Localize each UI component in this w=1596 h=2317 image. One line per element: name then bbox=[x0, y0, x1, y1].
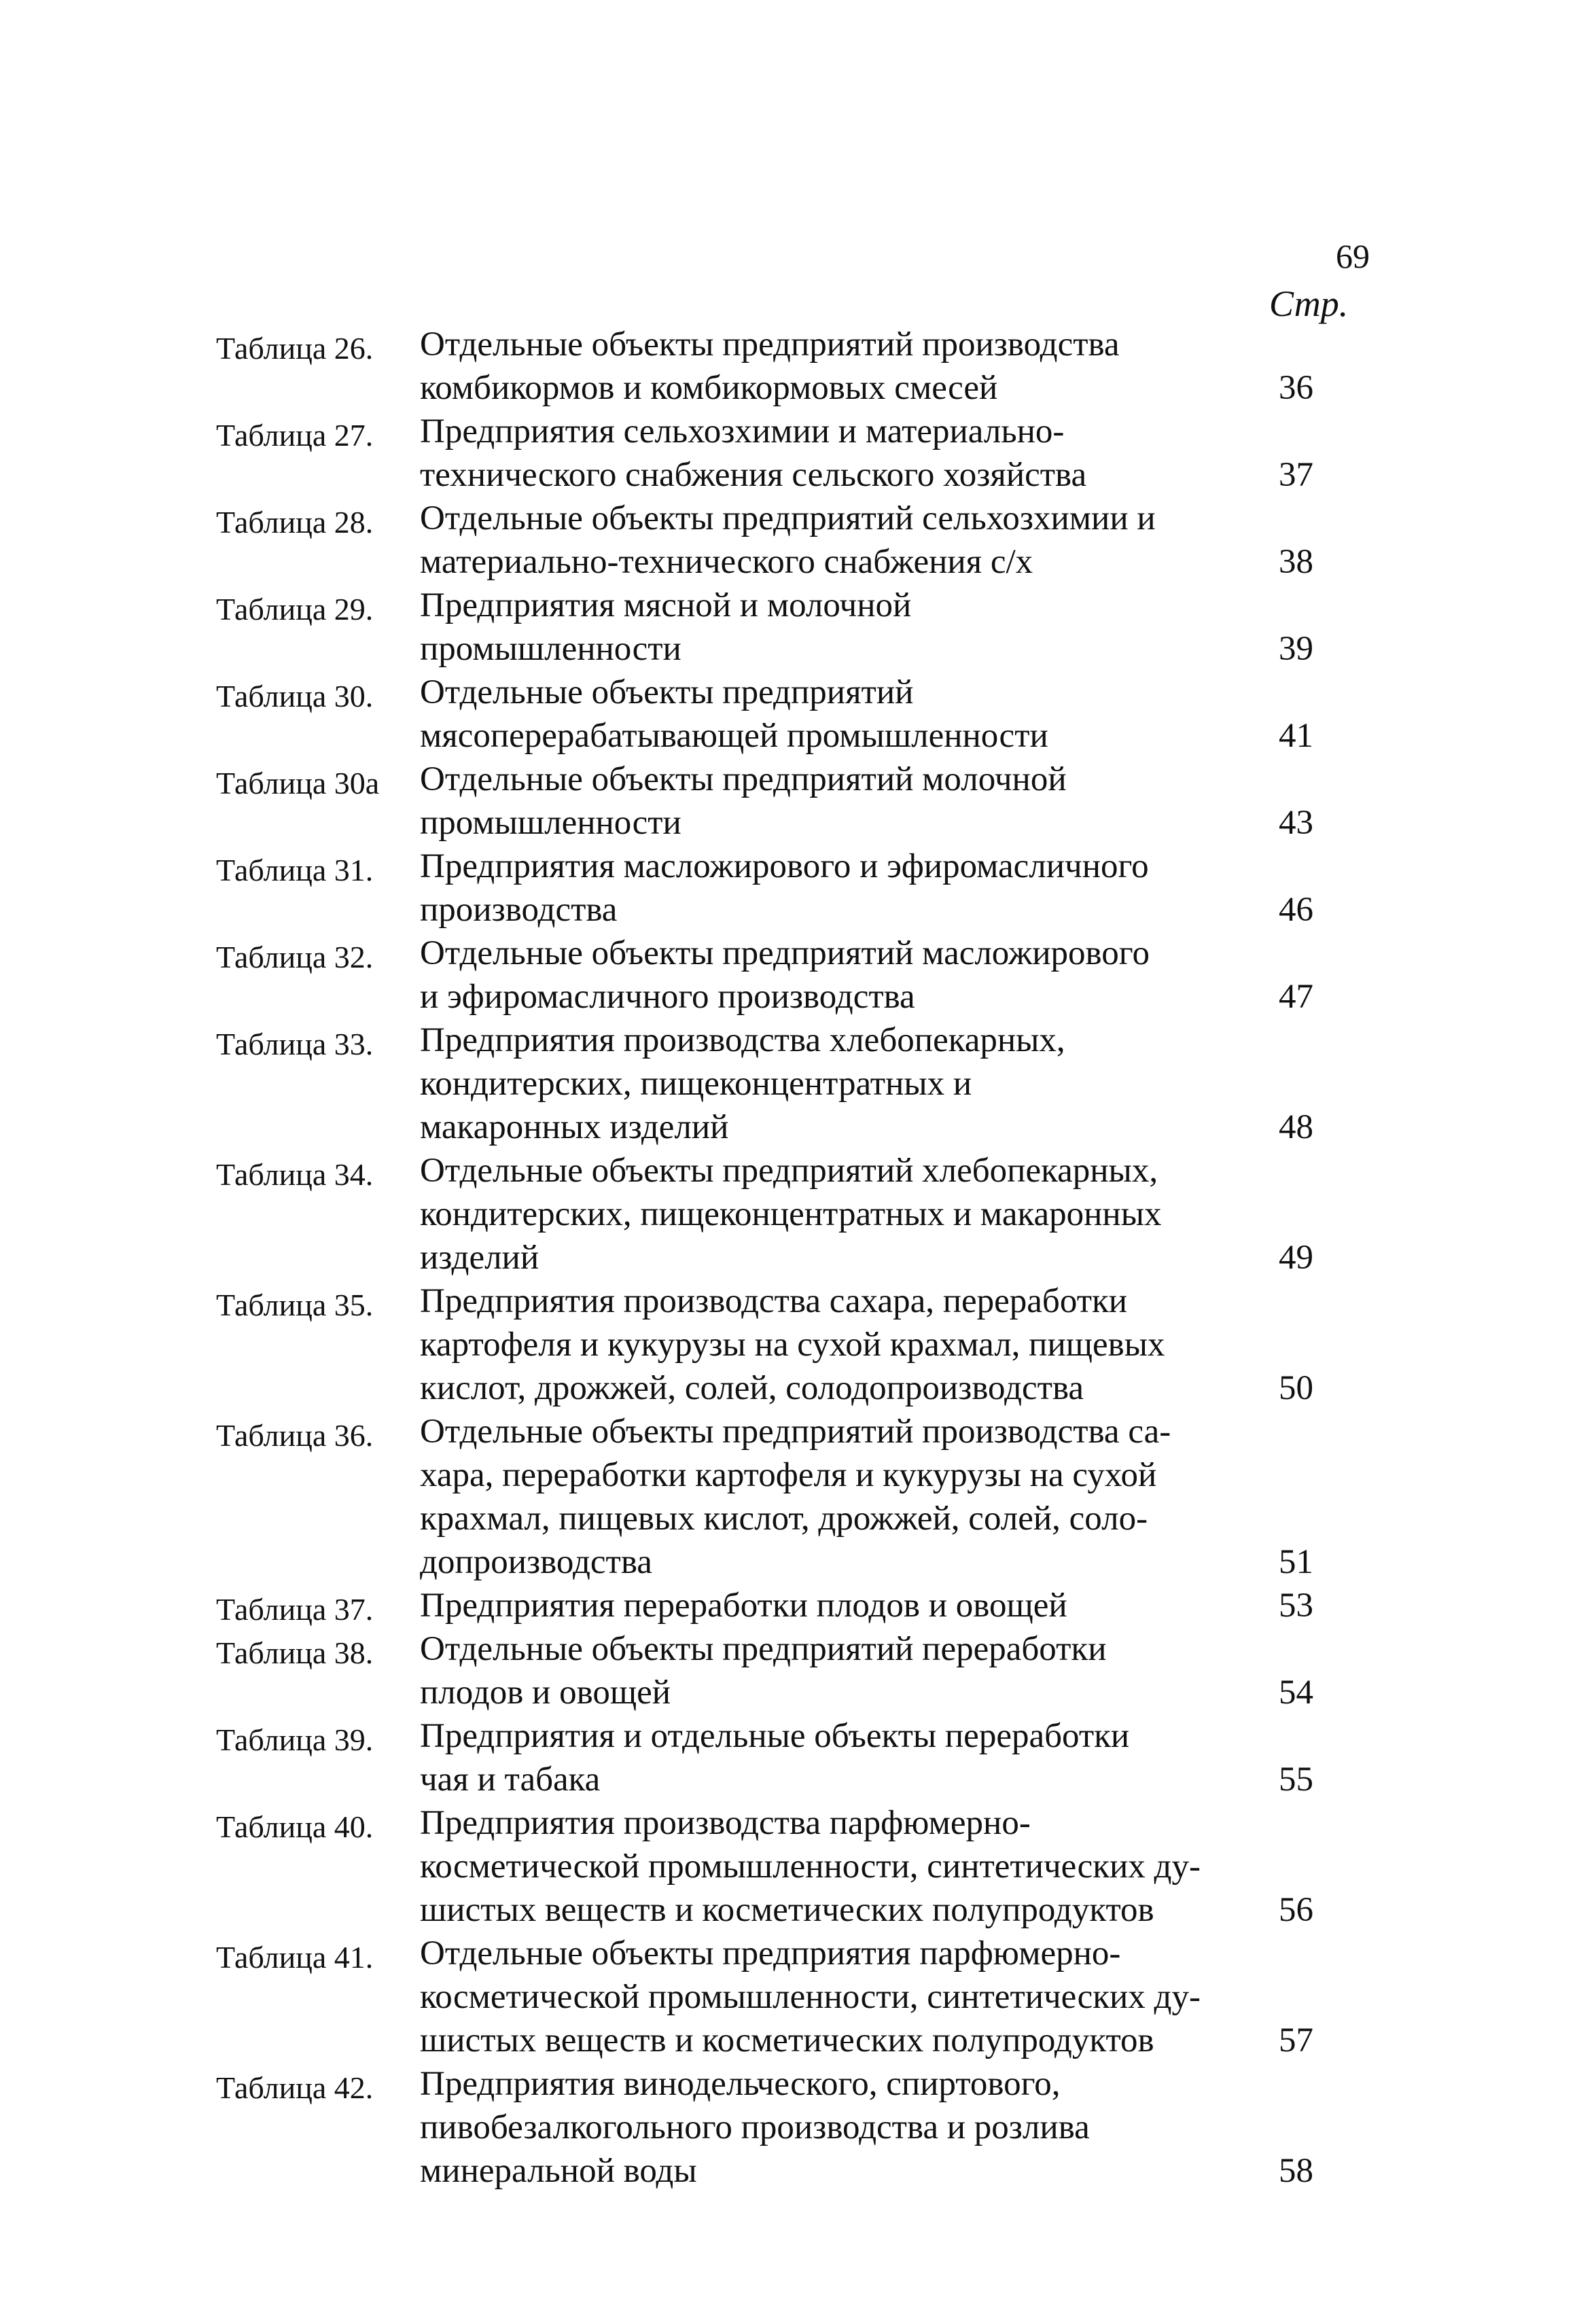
toc-entry-title-line: Предприятия мясной и молочной bbox=[420, 586, 912, 624]
toc-entry bbox=[0, 1019, 1596, 1149]
toc-entry-title-line: Предприятия и отдельные объекты переработки bbox=[420, 1717, 1130, 1755]
toc-entry-label: Таблица 42. bbox=[216, 2070, 374, 2105]
toc-entry-title-line: Отдельные объекты предприятий сельхозхимии и bbox=[420, 499, 1156, 537]
toc-entry-page: 58 bbox=[1279, 2152, 1313, 2190]
toc-entry-label: Таблица 36. bbox=[216, 1418, 374, 1453]
toc-entry-title bbox=[420, 758, 1235, 845]
toc-entry-title bbox=[420, 1801, 1235, 1932]
toc-entry-title bbox=[420, 497, 1235, 584]
toc-entry-page: 56 bbox=[1279, 1891, 1313, 1929]
toc-entry-title-line: и эфиромасличного производства bbox=[420, 978, 915, 1016]
toc-entry-title-line: допроизводства bbox=[420, 1543, 652, 1581]
toc-entry-title-line: шистых веществ и косметических полупродуктов bbox=[420, 1891, 1154, 1929]
toc-entry-title-line: технического снабжения сельского хозяйства bbox=[420, 456, 1087, 494]
toc-entry-title bbox=[420, 1149, 1235, 1279]
toc-entry bbox=[0, 1627, 1596, 1714]
toc-entry bbox=[0, 410, 1596, 497]
toc-entry-title-line: промышленности bbox=[420, 804, 681, 842]
toc-entry-title-line: Предприятия сельхозхимии и материально- bbox=[420, 412, 1065, 450]
toc-entry bbox=[0, 584, 1596, 671]
page-column-label: Стр. bbox=[1269, 283, 1349, 324]
toc-entry-label: Таблица 30. bbox=[216, 679, 374, 713]
toc-entry-title-line: промышленности bbox=[420, 630, 681, 668]
toc-entry-label: Таблица 29. bbox=[216, 592, 374, 626]
toc-entry-title-line: Предприятия винодельческого, спиртового, bbox=[420, 2065, 1061, 2103]
toc-entry-title bbox=[420, 1019, 1235, 1149]
toc-entry-title bbox=[420, 584, 1235, 671]
toc-entry-title bbox=[420, 323, 1235, 410]
toc-entry-title bbox=[420, 1932, 1235, 2062]
toc-entry-label: Таблица 40. bbox=[216, 1809, 374, 1844]
toc-entry-title-line: Предприятия производства хлебопекарных, bbox=[420, 1021, 1065, 1059]
toc-entry bbox=[0, 758, 1596, 845]
toc-entry-title-line: пивобезалкогольного производства и розлива bbox=[420, 2108, 1090, 2146]
toc-entry bbox=[0, 1149, 1596, 1279]
toc-entry-page: 36 bbox=[1279, 369, 1313, 407]
toc-entry-title-line: Отдельные объекты предприятий производства bbox=[420, 325, 1120, 364]
toc-entry-page: 53 bbox=[1279, 1587, 1313, 1625]
toc-entry-title bbox=[420, 932, 1235, 1019]
toc-entry-title bbox=[420, 1279, 1235, 1410]
toc-entry-page: 37 bbox=[1279, 456, 1313, 494]
toc-entry-title bbox=[420, 2062, 1235, 2193]
toc-entry-title-line: шистых веществ и косметических полупродуктов bbox=[420, 2021, 1154, 2059]
toc-entry-page: 48 bbox=[1279, 1108, 1313, 1146]
toc-entry-title-line: Отдельные объекты предприятий bbox=[420, 673, 914, 711]
toc-entry-label: Таблица 41. bbox=[216, 1940, 374, 1975]
toc-entry-label: Таблица 33. bbox=[216, 1027, 374, 1061]
toc-entry-label: Таблица 31. bbox=[216, 853, 374, 887]
toc-entry-title bbox=[420, 1627, 1235, 1714]
toc-entry bbox=[0, 1801, 1596, 1932]
toc-entry-page: 55 bbox=[1279, 1761, 1313, 1799]
toc-entry-page: 43 bbox=[1279, 804, 1313, 842]
toc-entry bbox=[0, 323, 1596, 410]
toc-entry-page: 47 bbox=[1279, 978, 1313, 1016]
toc-entry-title bbox=[420, 845, 1235, 932]
toc-entry-title-line: Предприятия масложирового и эфиромасличного bbox=[420, 847, 1149, 885]
toc-entry-label: Таблица 35. bbox=[216, 1288, 374, 1322]
toc-entry-title-line: кондитерских, пищеконцентратных и bbox=[420, 1065, 972, 1103]
toc-entry-title-line: крахмал, пищевых кислот, дрожжей, солей, солo- bbox=[420, 1500, 1148, 1538]
toc-entry-title-line: комбикормов и комбикормовых смесей bbox=[420, 369, 998, 407]
toc-entry bbox=[0, 932, 1596, 1019]
table-of-contents bbox=[0, 323, 1596, 2193]
toc-entry bbox=[0, 1279, 1596, 1410]
toc-entry-title bbox=[420, 671, 1235, 758]
toc-entry-label: Таблица 27. bbox=[216, 418, 374, 453]
toc-entry-title-line: производства bbox=[420, 891, 618, 929]
toc-entry-page: 46 bbox=[1279, 891, 1313, 929]
toc-entry bbox=[0, 845, 1596, 932]
toc-entry-title bbox=[420, 1410, 1235, 1584]
toc-entry-label: Таблица 37. bbox=[216, 1592, 374, 1627]
page-number: 69 bbox=[1336, 237, 1370, 275]
toc-entry bbox=[0, 1584, 1596, 1627]
toc-entry-title bbox=[420, 410, 1235, 497]
toc-entry-title-line: косметической промышленности, синтетических ду- bbox=[420, 1978, 1201, 2016]
toc-entry-title bbox=[420, 1714, 1235, 1801]
toc-entry-title-line: Отдельные объекты предприятий масложирового bbox=[420, 934, 1150, 972]
toc-entry-title-line: хара, переработки картофеля и кукурузы на сухой bbox=[420, 1456, 1157, 1494]
toc-entry-title-line: чая и табака bbox=[420, 1761, 601, 1799]
toc-entry-title-line: изделий bbox=[420, 1239, 539, 1277]
toc-entry-title-line: Предприятия переработки плодов и овощей bbox=[420, 1587, 1067, 1625]
toc-entry bbox=[0, 671, 1596, 758]
toc-entry bbox=[0, 497, 1596, 584]
toc-entry-page: 54 bbox=[1279, 1674, 1313, 1712]
toc-entry-title-line: материально-технического снабжения с/х bbox=[420, 543, 1033, 581]
toc-entry-label: Таблица 39. bbox=[216, 1722, 374, 1757]
toc-entry-page: 57 bbox=[1279, 2021, 1313, 2059]
toc-entry-page: 38 bbox=[1279, 543, 1313, 581]
toc-entry-title-line: Предприятия производства парфюмерно- bbox=[420, 1804, 1031, 1842]
toc-entry-page: 39 bbox=[1279, 630, 1313, 668]
toc-entry-title-line: картофеля и кукурузы на сухой крахмал, пищевых bbox=[420, 1326, 1165, 1364]
toc-entry-label: Таблица 38. bbox=[216, 1635, 374, 1670]
toc-entry-label: Таблица 34. bbox=[216, 1157, 374, 1192]
toc-entry-title-line: косметической промышленности, синтетических ду- bbox=[420, 1847, 1201, 1886]
toc-entry-title-line: Отдельные объекты предприятий производства са- bbox=[420, 1413, 1171, 1451]
toc-entry-title-line: Отдельные объекты предприятия парфюмерно- bbox=[420, 1934, 1121, 1973]
toc-entry-label: Таблица 28. bbox=[216, 505, 374, 540]
toc-entry-title-line: Отдельные объекты предприятий переработки bbox=[420, 1630, 1107, 1668]
toc-entry-title-line: макаронных изделий bbox=[420, 1108, 729, 1146]
toc-entry bbox=[0, 1932, 1596, 2062]
toc-entry bbox=[0, 1410, 1596, 1584]
toc-entry-page: 50 bbox=[1279, 1369, 1313, 1407]
toc-entry-title-line: минеральной воды bbox=[420, 2152, 697, 2190]
toc-entry-label: Таблица 32. bbox=[216, 940, 374, 974]
toc-entry-title-line: кондитерских, пищеконцентратных и макаронных bbox=[420, 1195, 1162, 1233]
toc-entry-title-line: Предприятия производства сахара, переработки bbox=[420, 1282, 1128, 1320]
toc-entry-title-line: плодов и овощей bbox=[420, 1674, 671, 1712]
toc-entry-title-line: кислот, дрожжей, солей, солодопроизводства bbox=[420, 1369, 1084, 1407]
toc-entry bbox=[0, 1714, 1596, 1801]
toc-entry-label: Таблица 30а bbox=[216, 766, 380, 800]
toc-entry-page: 49 bbox=[1279, 1239, 1313, 1277]
toc-entry-title-line: мясоперерабатывающей промышленности bbox=[420, 717, 1048, 755]
toc-entry-title-line: Отдельные объекты предприятий хлебопекарных, bbox=[420, 1152, 1158, 1190]
toc-entry-label: Таблица 26. bbox=[216, 331, 374, 366]
toc-entry-page: 41 bbox=[1279, 717, 1313, 755]
toc-entry-page: 51 bbox=[1279, 1543, 1313, 1581]
toc-entry bbox=[0, 2062, 1596, 2193]
toc-entry-title bbox=[420, 1584, 1235, 1627]
toc-entry-title-line: Отдельные объекты предприятий молочной bbox=[420, 760, 1067, 798]
